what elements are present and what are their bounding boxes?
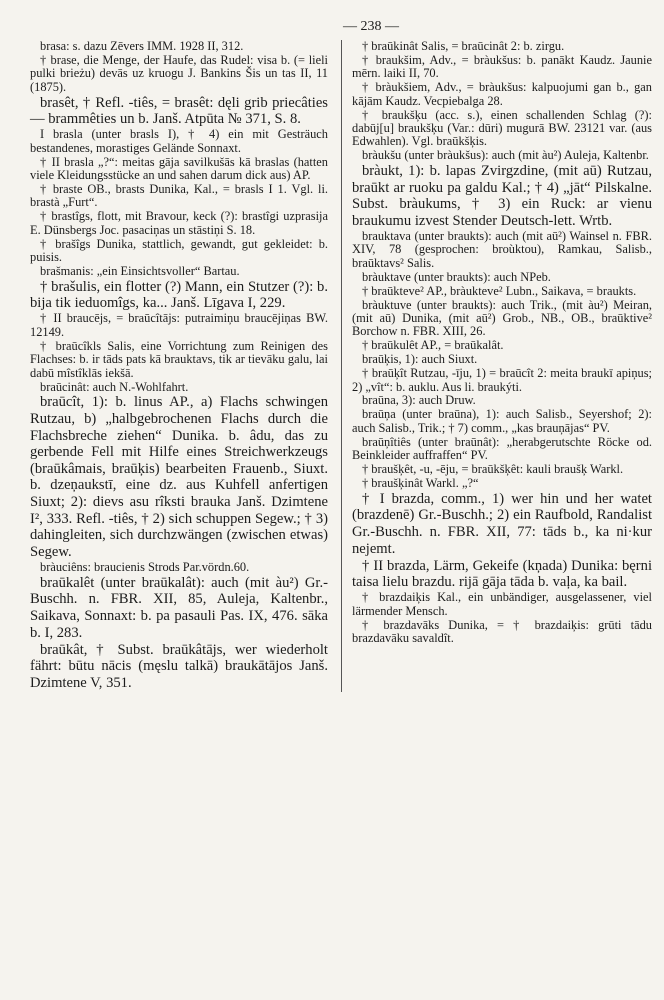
dictionary-entry: braūkât, † Subst. braūkâtājs, wer wiederholt fährt: būtu nācis (męslu talkā) braukātājos Janš. Dzimtene V, 351.	[30, 641, 328, 691]
dictionary-entry: brasa: s. dazu Zēvers IMM. 1928 II, 312.	[40, 39, 244, 53]
dictionary-entry: † braušķinât Warkl. „?“	[362, 475, 479, 490]
dictionary-entry: † braukšim, Adv., = bràukšus: b. panākt Kaudz. Jaunie mērn. laiki II, 70.	[352, 52, 652, 81]
dictionary-entry: braūņa (unter braūna), 1): auch Salisb., Seyershof; 2): auch Salisb., Trik.; † 7) comm., „kas brauņājas“ PV.	[352, 407, 652, 435]
dictionary-entry: braūna, 3): auch Druw.	[362, 393, 476, 408]
dictionary-entry: I brasla (unter brasls I), † 4) ein mit Gesträuch bestandenes, morastiges Gelände Sonnaxt.	[30, 127, 328, 155]
dictionary-entry: bràuciêns: braucienis Strods Par.vördn.60.	[40, 559, 250, 574]
dictionary-entry: † brase, die Menge, der Haufe, das Rudel: visa b. (= lieli pulki brieżu) devās uz kruogu J. Bankins Šis un tas II, 11 (1875).	[30, 52, 328, 94]
right-column	[352, 40, 652, 692]
dictionary-entry: † brašulis, ein flotter (?) Mann, ein Stutzer (?): b. bija tik ieduomîgs, ka... Janš. Līgava I, 229.	[30, 278, 328, 312]
dictionary-entry: † brazdaiķis Kal., ein unbändiger, ausgelassener, viel lärmender Mensch.	[352, 590, 652, 618]
dictionary-entry: † braūkulêt AP., = braūkalât.	[362, 338, 504, 353]
left-column	[30, 40, 328, 692]
dictionary-entry: † braūkteve² AP., bràukteve² Lubn., Saikava, = braukts.	[362, 283, 637, 298]
dictionary-entry: braūņîtiês (unter braūnât): „herabgerutschte Röcke od. Beinkleider auffraffen“ PV.	[352, 434, 652, 463]
dictionary-entry: bràukšu (unter bràukšus): auch (mit àu²) Auleja, Kaltenbr.	[362, 148, 649, 163]
dictionary-entry: † braukšķu (acc. s.), einen schallenden Schlag (?): dabūj[u] braukšķu (Var.: dūri) mugurā BW. 23121 var. (aus Edwahlen). Vgl. braūkšķis.	[352, 107, 652, 149]
dictionary-entry: bràuktuve (unter braukts): auch Trik., (mit àu²) Meiran, (mit aū) Dunika, (mit aū²) Grob., NB., OB., braūktive² Borchow n. FBR. XIII, 26.	[352, 297, 652, 339]
dictionary-entry: brasêt, † Refl. -tiês, = brasêt: dęli grib priecâties — brammêties un b. Janš. Atpūta № 371, S. 8.	[30, 94, 328, 128]
dictionary-entry: bràukt, 1): b. lapas Zvirgzdine, (mit aū) Rutzau, braūkt ar ruoku pa galdu Kal.; † 4) „jāt“ Pilskalne. Subst. bràukums, † 3) ein Ruck: ar vienu braukumu izvest Stender Deutsch-lett. Wrtb.	[352, 163, 652, 229]
dictionary-entry: bràuktave (unter braukts): auch NPeb.	[362, 269, 551, 284]
dictionary-entry: brauktava (unter braukts): auch (mit aū²) Wainsel n. FBR. XIV, 78 (gesprochen: broùktou), Ramkau, Salisb., braūktavs² Salis.	[352, 229, 652, 270]
dictionary-entry: † bràukšiem, Adv., = bràukšus: kalpuojumi gan b., gan kājām Kaudz. Vecpiebalga 28.	[352, 80, 652, 108]
dictionary-entry: braūķis, 1): auch Siuxt.	[362, 352, 478, 367]
dictionary-entry: braūkalêt (unter braūkalât): auch (mit àu²) Gr.-Buschh. n. FBR. XII, 85, Auleja, Kaltenbr., Saikava, Sonnaxt: b. pa pasauli Pas. IX, 476. sāka b. I, 283.	[30, 574, 328, 641]
dictionary-entry: † braušķêt, -u, -ēju, = braūkšķêt: kauli braušķ Warkl.	[362, 461, 624, 476]
two-column-body	[30, 40, 652, 692]
dictionary-entry: † braūkinât Salis, = braūcinât 2: b. zirgu.	[362, 39, 565, 53]
dictionary-entry: braūcît, 1): b. linus AP., a) Flachs schwingen Rutzau, b) „halbgebrochenen Flachs durch die Flachsbreche ziehen“ Dunika. b. âdu, das zu gerbende Fell mit Hilfe eines Streichwerkzeugs (braūkâmais, braūķis) bearbeiten Frauenb., Siuxt. b. dzeņaukstī, eine dz. aus Kuhfell anfertigen Siuxt; 2): dievs asu rîksti brauka Janš. Dzimtene I², 333. Refl. -tiês, † 2) sich schuppen Segew.; † 3) dahingleiten, sich durchzwängen (zwischen etwas) Segew.	[30, 394, 328, 560]
dictionary-entry: † brašîgs Dunika, stattlich, gewandt, gut gekleidet: b. puisis.	[30, 236, 328, 264]
dictionary-entry: † brastîgs, flott, mit Bravour, keck (?): brastîgi uzprasija E. Dünsbergs Joc. pasaciņas un stāstiņi S. 18.	[30, 209, 328, 237]
dictionary-entry: † braūcîkls Salis, eine Vorrichtung zum Reinigen des Flachses: b. ir tāds pats kā brauktavs, tik ar tievāku galu, lai dabū mîstîklās iekšā.	[30, 338, 328, 380]
dictionary-entry: † II brasla „?“: meitas gāja savilkušās kā braslas (hatten viele Kleidungsstücke an und sahen darum dick aus) AP.	[30, 154, 328, 183]
dictionary-entry: † brazdavāks Dunika, = † brazdaiķis: grūti tādu brazdavāku savaldît.	[352, 617, 652, 646]
dictionary-entry: braūcinât: auch N.-Wohlfahrt.	[40, 379, 189, 394]
dictionary-entry: † I brazda, comm., 1) wer hin und her watet (brazdenē) Gr.-Buschh.; 2) ein Raufbold, Randalist Gr.-Buschh. n. FBR. XII, 77: tāds b., ka ni·kur nejemt.	[352, 490, 652, 557]
dictionary-entry: † II brazda, Lärm, Gekeife (kņada) Dunika: bęrni taisa lielu brazdu. rijā gāja tāda b. vaļa, ka bail.	[352, 557, 652, 591]
page-number: — 238 —	[343, 19, 399, 34]
column-divider	[341, 40, 342, 692]
dictionary-entry: brašmanis: „ein Einsichtsvoller“ Bartau.	[40, 263, 240, 278]
dictionary-entry: † II braucējs, = braūcîtājs: putraimiņu braucējiņas BW. 12149.	[30, 311, 328, 339]
dictionary-entry: † braūķît Rutzau, -īju, 1) = braūcît 2: meita braukī apiņus; 2) „vît“: b. auklu. Aus li. braukýti.	[352, 366, 652, 394]
dictionary-entry: † braste OB., brasts Dunika, Kal., = brasls I 1. Vgl. li. brastà „Furt“.	[30, 181, 328, 210]
